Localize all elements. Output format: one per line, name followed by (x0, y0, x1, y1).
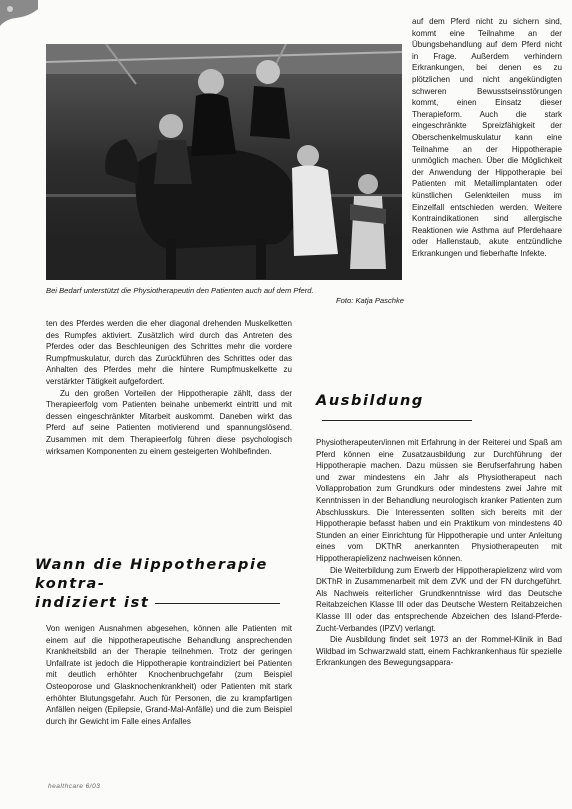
paragraph: Physiotherapeuten/innen mit Erfahrung in der Reiterei und Spaß am Pferd können eine Zusatzausbildung zur Durchführung der Hippotherapie machen. Dazu müssen sie Berufserfahrung haben und zwar mindestens ein Jahr als Physiotherapeut nach Vollapprobation zum Grundkurs oder mindestens zwei Jahre mit Kenntnissen in der Behandlung neurologisch kranker Patienten zum Abschlusskurs. Die Interessenten sollten sich bereits mit der Hippotherapie befasst haben und ein Praktikum von mindestens 40 Stunden an einer Einrichtung für Hippotherapie und unter Anleitung eines vom DKThR anerkannten Physiotherapeuten mit Hippotherapielizenz nachweisen können. (316, 438, 562, 563)
right-column-top (412, 16, 562, 259)
paragraph: Die Weiterbildung zum Erwerb der Hippotherapielizenz wird vom DKThR in Zusammenarbeit mit dem ZVK und der FN durchgeführt. Als Nachweis reiterlicher Grundkenntnisse wird das Deutsche Reitabzeichen Klasse III oder das Deutsche Western Reitabzeichen Klasse III oder das entsprechende Abzeichen des Island-Pferde-Zucht-Verbandes (IPZV) verlangt. (316, 565, 562, 633)
photo-caption (46, 286, 404, 306)
left-column-body (46, 318, 292, 457)
heading-line-1: Wann die Hippotherapie kontra- (35, 557, 268, 592)
paragraph: ten des Pferdes werden die eher diagonal drehenden Muskelketten des Rumpfes aktiviert. Zusätzlich wird durch das Antreten des Pferdes oder das Beschleunigen des Schrittes mehr die vordere Rumpfmuskulatur, durch das Zurückführen des Schrittes oder das Anhalten des Pferdes mehr die hintere Rumpfmuskelkette zu verstärkter Tätigkeit aufgefordert. (46, 319, 292, 386)
heading-line-2-wrap (35, 594, 293, 613)
ausbildung-body (316, 437, 562, 669)
section-heading-contraindication (35, 556, 293, 613)
page-corner-mark (0, 0, 38, 26)
heading-rule (322, 420, 472, 421)
caption-text: Bei Bedarf unterstützt die Physiotherapeutin den Patienten auch auf dem Pferd. (46, 286, 314, 295)
photo-credit: Foto: Katja Paschke (336, 296, 404, 305)
heading-rule (155, 603, 280, 604)
paragraph: Zu den großen Vorteilen der Hippotherapie zählt, dass der Therapieerfolg vom Patienten beinahe unbemerkt eintritt und mit dessen eingeschränkter Mitarbeit auskommt. Daneben wirkt das Pferd auf seine Patienten motivierend und spannungslösend. Zusammen mit dem Therapieerfolg führen diese psychologisch wirksamen Komponenten zu einem gesteigerten Wohlbefinden. (46, 388, 292, 456)
hippotherapy-photo (46, 44, 402, 280)
paragraph: Von wenigen Ausnahmen abgesehen, können alle Patienten mit einem auf die hippotherapeutische Behandlung ansprechenden Krankheitsbild an der Therapie teilnehmen. Trotz der geringen Unfallrate ist jedoch die Hippotherapie kontraindiziert bei Patienten mit deutlich erhöhter Knochenbruchgefahr (zum Beispiel Osteoporose und Glasknochenkrankheit) oder Patienten mit stark erhöhter Blutungsgefahr. Auch für Personen, die zu krampfartigen Anfällen neigen (Epilepsie, Grand-Mal-Anfälle) und die zum Beispiel durch ihr Gewicht im Falle eines Anfalles (46, 624, 292, 726)
section-heading-ausbildung (316, 392, 562, 430)
page-footer: healthcare 6/03 (48, 783, 101, 790)
contraindication-body (46, 623, 292, 727)
paragraph: Die Ausbildung findet seit 1973 an der Rommel-Klinik in Bad Wildbad im Schwarzwald statt, einem Fachkrankenhaus für spezielle Erkrankungen des Bewegungsappara- (316, 635, 562, 668)
heading-line-2: indiziert ist (35, 595, 150, 611)
paragraph: auf dem Pferd nicht zu sichern sind, kommt eine Teilnahme an der Übungsbehandlung auf dem Pferd nicht in Frage. Außerdem verhindern Erkrankungen, bei denen es zu plötzlichen und nicht angekündigten schweren Bewusstseinsstörungen kommt, einen Einsatz dieser Therapieform. Auch die stark eingeschränkte Spreizfähigkeit der Oberschenkelmuskulatur kann eine Teilnahme an der Hippotherapie unmöglich machen. Über die Möglichkeit der Anwendung der Hippotherapie bei Patienten mit Metallimplantaten oder künstlichen Gelenkteilen muss im Einzelfall entschieden werden. Weitere Kontraindikationen sind allergische Reaktionen wie Asthma auf Pferdehaare oder Hallenstaub, akute entzündliche Erkrankungen und fieberhafte Infekte. (412, 17, 562, 258)
heading-text: Ausbildung (316, 393, 424, 409)
